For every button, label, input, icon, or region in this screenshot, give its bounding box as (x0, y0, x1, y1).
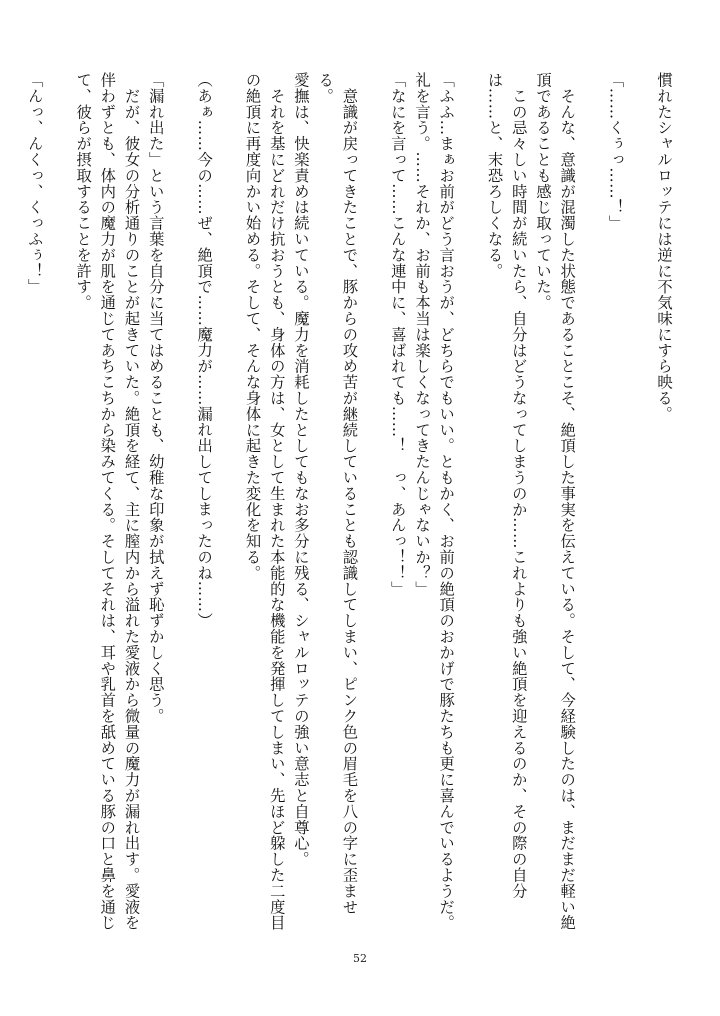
paragraph: 慣れたシャルロッテには逆に不気味にすら映る。 (655, 72, 673, 422)
paragraph: 「なにを言って……こんな連中に、喜ばれても……！ っ、あんっ！！」 (388, 72, 407, 597)
blank-line (579, 72, 603, 940)
paragraph: （あぁ……今の……ぜ、絶頂で……魔力が……漏れ出してしまったのね……） (195, 72, 214, 629)
blank-line (361, 72, 385, 940)
paragraph: それを基にどれだけ抗おうとも、身体の方は、女として生まれた本能的な機能を発揮してしまい、先ほど躱した二度目の絶頂に再度向かい始める。そして、そんな身体に起きた変化を知る。 (243, 72, 286, 931)
paragraph: 「……くぅっ……！」 (606, 72, 625, 231)
vertical-text-body (25, 72, 676, 940)
paragraph: そんな、意識が混濁した状態であることこそ、絶頂した事実を伝えている。そして、今経験したのは、まだまだ軽い絶頂であることも感じ取っていた。 (533, 72, 577, 931)
blank-line (458, 72, 482, 940)
paragraph: 「んっ、んくっ、くっふぅ！」 (25, 72, 44, 295)
blank-line (168, 72, 192, 940)
blank-line (216, 72, 240, 940)
page-number: 52 (353, 952, 367, 965)
paragraph: 「ふふ…まぁお前がどう言おうが、どちらでもいい。ともかく、お前の絶頂のおかげで豚たちも更に喜んでいるようだ。礼を言う。……それか、お前も本当は楽しくなってきたんじゃないか？」 (412, 72, 456, 931)
paragraph: 意識が戻ってきたことで、豚からの攻め苦が継続していることも認識してしまい、ピンク色の眉毛を八の字に歪ませる。 (316, 72, 359, 915)
paragraph: 愛撫は、快楽責めは続いている。魔力を消耗したとしてもなお多分に残る、シャルロッテの強い意志と自尊心。 (291, 72, 310, 867)
blank-line (628, 72, 652, 940)
paragraph: だが、彼女の分析通りのことが起きていた。絶頂を経て、主に膣内から溢れた愛液から微量の魔力が漏れ出す。愛液を伴わずとも、体内の魔力が肌を通じてあちこちから染みてくる。そしてそれは、耳や乳首を舐めている豚の口と鼻を通じて、彼らが摂取することを許す。 (74, 72, 141, 931)
paragraph: 「漏れ出た」という言葉を自分に当てはめることも、幼稚な印象が拭えず恥ずかしく思う。 (146, 72, 165, 724)
paragraph: この忌々しい時間が続いたら、自分はどうなってしまうのか……これよりも強い絶頂を迎えるのか、その際の自分は……と、末恐ろしくなる。 (485, 72, 528, 899)
blank-line (47, 72, 71, 940)
